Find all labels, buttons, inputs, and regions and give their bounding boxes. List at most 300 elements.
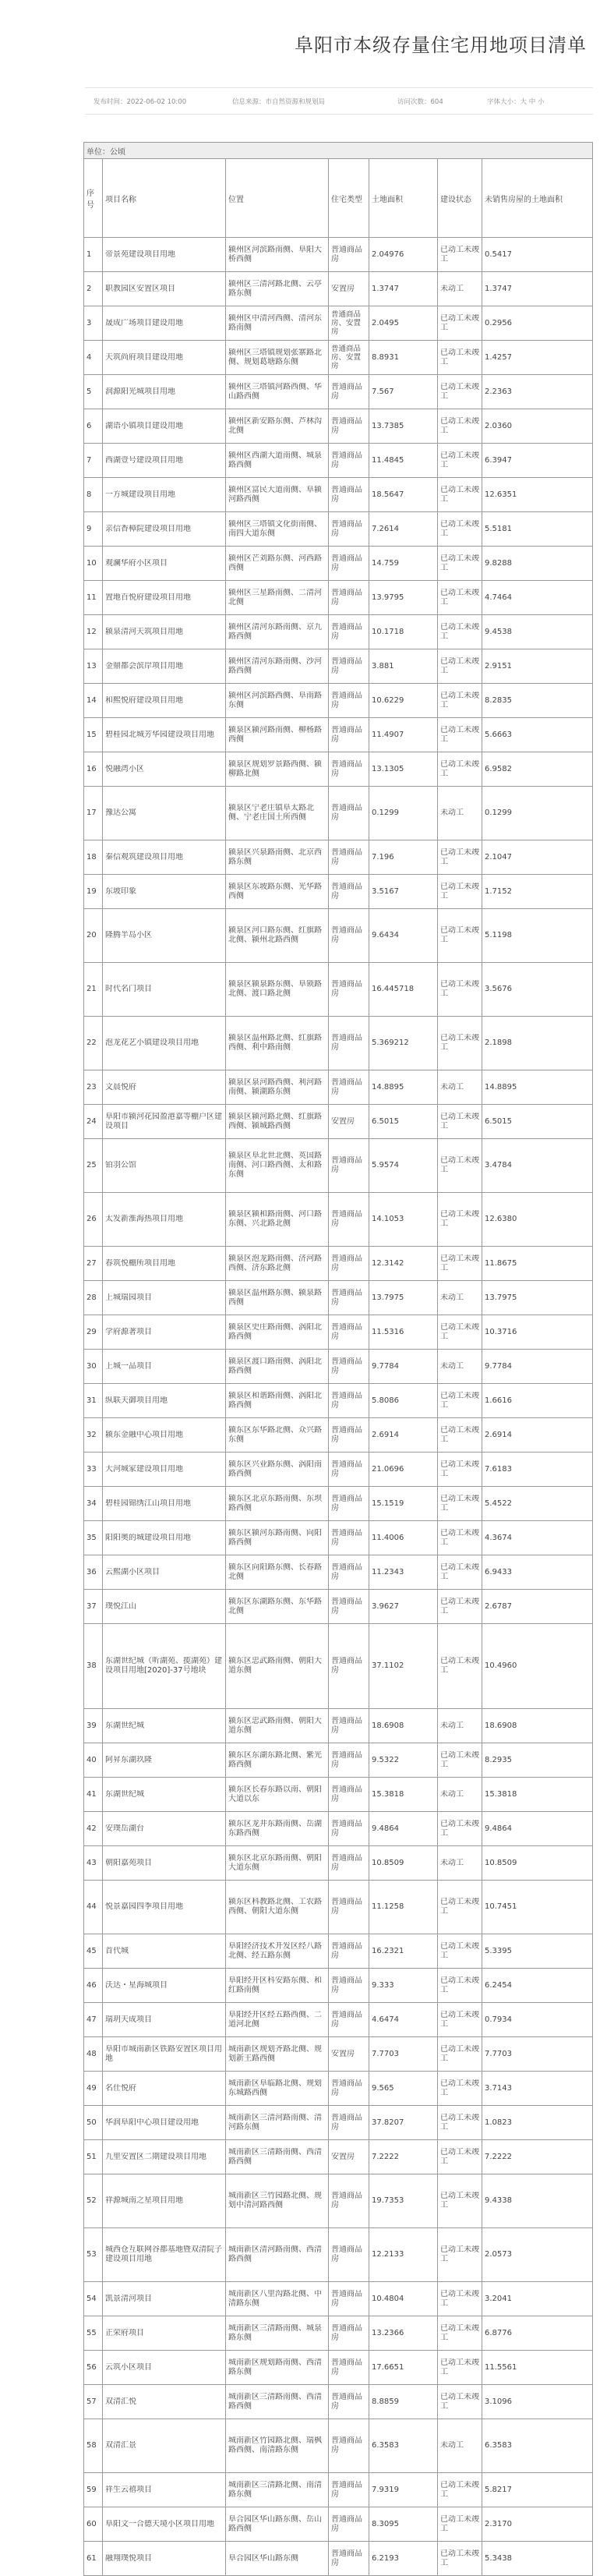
- table-row: [84, 1281, 593, 1315]
- cell-unsold-area-text: 3.1096: [485, 2397, 512, 2406]
- cell-location: [226, 1384, 329, 1418]
- cell-project-name-text: 双清汇景: [105, 2441, 136, 2450]
- cell-land-area: [369, 1418, 438, 1453]
- cell-housing-type-text: 普通商品房: [331, 2323, 362, 2342]
- cell-build-status-text: 已动工未竣工: [440, 759, 479, 778]
- cell-land-area: [369, 1315, 438, 1350]
- cell-unsold-area-text: 2.1047: [485, 852, 512, 862]
- cell-no-text: 23: [86, 1082, 97, 1092]
- cell-housing-type-text: 普通商品房: [331, 622, 362, 641]
- cell-unsold-area: [482, 1743, 593, 1778]
- cell-no: [84, 1139, 103, 1193]
- cell-unsold-area-text: 5.1198: [485, 931, 512, 939]
- cell-project-name: [103, 1881, 226, 1934]
- cell-housing-type: [329, 375, 369, 409]
- cell-no: [84, 306, 103, 341]
- cell-location: [226, 1315, 329, 1350]
- cell-project-name: [103, 684, 226, 718]
- cell-unsold-area: [482, 1934, 593, 1969]
- cell-build-status: [438, 1846, 482, 1881]
- cell-unsold-area: [482, 1590, 593, 1624]
- cell-unsold-area: [482, 963, 593, 1017]
- cell-housing-type: [329, 2316, 369, 2351]
- meta-top-divider: [85, 87, 593, 88]
- cell-build-status-text: 已动工未竣工: [440, 1034, 479, 1052]
- cell-build-status: [438, 1453, 482, 1487]
- cell-land-area: [369, 2037, 438, 2072]
- cell-location-text: 颍州区中清河西侧、清河东路南侧: [228, 313, 322, 332]
- cell-land-area: [369, 2106, 438, 2140]
- cell-housing-type: [329, 306, 369, 341]
- cell-project-name: [103, 2542, 226, 2576]
- cell-build-status: [438, 2282, 482, 2316]
- cell-unsold-area-text: 6.9433: [485, 1567, 512, 1576]
- table-row: [84, 2003, 593, 2037]
- cell-housing-type-text: 普通商品房: [331, 2113, 362, 2132]
- cell-location-text: 颍州区西湖大道南侧、城泉路西侧: [228, 451, 322, 469]
- cell-land-area-text: 4.6474: [372, 2015, 399, 2024]
- cell-land-area: [369, 2542, 438, 2576]
- cell-housing-type: [329, 1350, 369, 1384]
- cell-build-status: [438, 2106, 482, 2140]
- cell-no: [84, 2106, 103, 2140]
- cell-land-area-text: 9.4864: [372, 1824, 399, 1833]
- table-row: [84, 512, 593, 547]
- cell-land-area: [369, 2072, 438, 2106]
- cell-project-name-text: 纵联天御项目用地: [105, 1396, 168, 1405]
- cell-location-text: 颍泉区规划罗景路西侧、颍柳路北侧: [228, 759, 322, 778]
- cell-unsold-area: [482, 1418, 593, 1453]
- cell-no-text: 45: [86, 1946, 97, 1955]
- cell-no-text: 49: [86, 2083, 97, 2093]
- cell-project-name: [103, 547, 226, 581]
- cell-housing-type: [329, 1384, 369, 1418]
- cell-build-status-text: 已动工未竣工: [440, 485, 479, 504]
- cell-no: [84, 2351, 103, 2385]
- cell-housing-type-text: 普通商品房: [331, 1460, 362, 1478]
- cell-land-area-text: 18.6908: [372, 1721, 404, 1730]
- cell-project-name: [103, 1743, 226, 1778]
- table-row: [84, 478, 593, 512]
- cell-build-status-text: 已动工未竣工: [440, 1819, 479, 1838]
- cell-project-name-text: 云筑小区项目: [105, 2362, 152, 2372]
- cell-location: [226, 752, 329, 787]
- cell-housing-type: [329, 1521, 369, 1555]
- cell-build-status: [438, 512, 482, 547]
- cell-land-area-text: 6.3583: [372, 2441, 399, 2450]
- cell-location: [226, 2228, 329, 2282]
- cell-location-text: 颍东区北京东路南侧、朝阳大道东侧: [228, 1853, 322, 1872]
- cell-housing-type: [329, 1555, 369, 1590]
- cell-housing-type: [329, 1590, 369, 1624]
- cell-project-name-text: 融翔璞悦项目: [105, 2553, 152, 2563]
- cell-project-name-text: 正荣府项目: [105, 2328, 144, 2337]
- cell-project-name-text: 太发新淮海热项目用地: [105, 1215, 183, 1223]
- cell-land-area-text: 7.2222: [372, 2152, 399, 2161]
- font-size-medium-button[interactable]: 中: [528, 98, 536, 106]
- cell-project-name-text: 上城瑞园项目: [105, 1293, 152, 1302]
- cell-location-text: 颍州区清河东路南侧、京九路西侧: [228, 622, 322, 641]
- cell-housing-type: [329, 963, 369, 1017]
- cell-location: [226, 1778, 329, 1812]
- cell-housing-type: [329, 1709, 369, 1743]
- cell-project-name: [103, 2174, 226, 2228]
- cell-unsold-area: [482, 1881, 593, 1934]
- font-size-small-button[interactable]: 小: [537, 98, 545, 106]
- cell-location: [226, 1139, 329, 1193]
- cell-housing-type: [329, 1315, 369, 1350]
- cell-no-text: 41: [86, 1789, 97, 1799]
- cell-location: [226, 718, 329, 752]
- cell-land-area-text: 18.5647: [372, 490, 404, 499]
- cell-project-name-text: 文晨悦府: [105, 1082, 136, 1092]
- cell-location: [226, 615, 329, 649]
- table-row: [84, 238, 593, 272]
- cell-no: [84, 238, 103, 272]
- cell-housing-type-text: 普通商品房: [331, 1597, 362, 1615]
- cell-unsold-area-text: 8.2935: [485, 1755, 512, 1764]
- cell-land-area-text: 2.04976: [372, 249, 404, 259]
- cell-project-name-text: 和熙悦府建设项目用地: [105, 695, 183, 705]
- cell-land-area: [369, 512, 438, 547]
- cell-land-area: [369, 1521, 438, 1555]
- cell-no: [84, 1778, 103, 1812]
- cell-location: [226, 2473, 329, 2507]
- cell-housing-type-text: 普通商品房: [331, 725, 362, 744]
- cell-housing-type-text: 普通商品房: [331, 1254, 362, 1272]
- cell-build-status: [438, 1487, 482, 1521]
- table-row: [84, 1487, 593, 1521]
- cell-build-status: [438, 718, 482, 752]
- table-row: [84, 1709, 593, 1743]
- cell-project-name: [103, 875, 226, 909]
- cell-location-text: 颍泉区阜北世北侧、英国路南侧、河口路西侧、太和路东侧: [228, 1152, 322, 1179]
- cell-no-text: 3: [86, 318, 92, 327]
- cell-unsold-area: [482, 1778, 593, 1812]
- cell-location-text: 颍东区科教路北侧、工农路西侧、朝阳大道东侧: [228, 1898, 322, 1916]
- cell-housing-type-text: 普通商品房: [331, 416, 362, 435]
- cell-location: [226, 1881, 329, 1934]
- cell-no: [84, 512, 103, 547]
- cell-land-area-text: 7.9319: [372, 2485, 399, 2494]
- cell-housing-type: [329, 512, 369, 547]
- cell-housing-type-text: 普通商品房: [331, 847, 362, 866]
- cell-land-area: [369, 1017, 438, 1070]
- cell-build-status: [438, 1969, 482, 2003]
- cell-housing-type-text: 普通商品房: [331, 1210, 362, 1228]
- cell-housing-type: [329, 1969, 369, 2003]
- cell-location: [226, 1281, 329, 1315]
- cell-project-name: [103, 1139, 226, 1193]
- cell-land-area-text: 7.567: [372, 387, 394, 396]
- cell-unsold-area-text: 9.7784: [485, 1361, 512, 1371]
- cell-housing-type: [329, 1070, 369, 1105]
- cell-location: [226, 1247, 329, 1281]
- cell-project-name: [103, 963, 226, 1017]
- cell-build-status-text: 未动工: [440, 284, 464, 293]
- cell-no-text: 57: [86, 2397, 97, 2406]
- cell-housing-type-text: 普通商品房: [331, 1657, 362, 1675]
- cell-unsold-area-text: 18.6908: [485, 1721, 517, 1730]
- unit-label: 单位：公顷: [84, 143, 593, 159]
- cell-land-area-text: 8.3095: [372, 2519, 399, 2528]
- cell-project-name: [103, 2072, 226, 2106]
- cell-housing-type-text: 普通商品房: [331, 1034, 362, 1052]
- cell-housing-type-text: 普通商品房: [331, 2514, 362, 2533]
- cell-housing-type-text: 安置房: [331, 2049, 355, 2058]
- cell-housing-type-text: 普通商品房: [331, 2289, 362, 2308]
- cell-location-text: 颍东区忠武路南侧、朝阳大道东侧: [228, 1657, 322, 1675]
- cell-project-name: [103, 512, 226, 547]
- cell-no-text: 26: [86, 1215, 97, 1223]
- cell-location-text: 颍州区三塔镇规划张寨路北侧、规划葛塘路东侧: [228, 348, 322, 366]
- land-project-table-container: [83, 142, 592, 2576]
- cell-location-text: 颍泉区颍泉路东侧、阜锁路北侧、渡口路北侧: [228, 980, 322, 998]
- cell-build-status-text: 已动工未竣工: [440, 980, 479, 998]
- cell-build-status-text: 未动工: [440, 1293, 464, 1302]
- cell-location: [226, 1846, 329, 1881]
- cell-build-status-text: 已动工未竣工: [440, 2289, 479, 2308]
- cell-project-name: [103, 1105, 226, 1139]
- cell-project-name: [103, 649, 226, 684]
- cell-location: [226, 2385, 329, 2419]
- cell-no-text: 47: [86, 2015, 97, 2024]
- cell-land-area-text: 10.1718: [372, 627, 404, 636]
- cell-project-name-text: 润源阳光城项目用地: [105, 387, 175, 396]
- cell-location-text: 颍州区三星路南侧、二清河北侧: [228, 588, 322, 607]
- cell-land-area: [369, 409, 438, 444]
- table-row: [84, 1846, 593, 1881]
- cell-unsold-area: [482, 2473, 593, 2507]
- cell-land-area-text: 15.3818: [372, 1789, 404, 1799]
- cell-no: [84, 478, 103, 512]
- cell-build-status-text: 已动工未竣工: [440, 1898, 479, 1916]
- cell-land-area: [369, 1453, 438, 1487]
- cell-unsold-area: [482, 909, 593, 963]
- cell-location-text: 颍东区忠武路南侧、朝阳大道东侧: [228, 1716, 322, 1735]
- cell-build-status: [438, 1521, 482, 1555]
- cell-build-status: [438, 547, 482, 581]
- cell-housing-type-text: 普通商品房: [331, 2192, 362, 2210]
- cell-housing-type: [329, 752, 369, 787]
- cell-land-area-text: 37.1102: [372, 1661, 404, 1670]
- cell-location-text: 颍泉区史庄路南侧、涡阳北路西侧: [228, 1322, 322, 1341]
- cell-unsold-area: [482, 1453, 593, 1487]
- cell-build-status: [438, 2385, 482, 2419]
- cell-project-name-text: 九里安置区二期建设项目用地: [105, 2152, 206, 2161]
- cell-location: [226, 1193, 329, 1247]
- cell-no: [84, 963, 103, 1017]
- font-size-label: 字体大小：: [487, 98, 521, 106]
- cell-housing-type-text: 普通商品房: [331, 1750, 362, 1769]
- cell-location: [226, 2003, 329, 2037]
- table-row: [84, 1778, 593, 1812]
- cell-housing-type: [329, 787, 369, 840]
- cell-no-text: 33: [86, 1464, 97, 1474]
- cell-unsold-area-text: 8.2835: [485, 695, 512, 705]
- table-row: [84, 2316, 593, 2351]
- cell-build-status-text: 已动工未竣工: [440, 416, 479, 435]
- cell-project-name: [103, 1193, 226, 1247]
- cell-housing-type: [329, 2282, 369, 2316]
- cell-build-status: [438, 478, 482, 512]
- cell-no: [84, 909, 103, 963]
- cell-build-status-text: 已动工未竣工: [440, 451, 479, 469]
- cell-project-name-text: 春筑悦棚所项目用地: [105, 1258, 175, 1268]
- cell-project-name: [103, 1846, 226, 1881]
- cell-no: [84, 341, 103, 375]
- cell-land-area-text: 3.881: [372, 661, 394, 671]
- cell-no: [84, 649, 103, 684]
- cell-location-text: 颍东区长春东路以南、朝阳大道以东: [228, 1785, 322, 1803]
- cell-housing-type: [329, 2419, 369, 2473]
- cell-unsold-area: [482, 2542, 593, 2576]
- cell-housing-type: [329, 615, 369, 649]
- cell-location-text: 城南新区规划齐路北侧、规划新王路西侧: [228, 2044, 322, 2063]
- cell-land-area-text: 14.759: [372, 558, 399, 568]
- cell-location: [226, 2140, 329, 2174]
- cell-unsold-area: [482, 1247, 593, 1281]
- cell-no-text: 7: [86, 455, 92, 465]
- cell-land-area: [369, 1350, 438, 1384]
- cell-location: [226, 1070, 329, 1105]
- table-row: [84, 2385, 593, 2419]
- cell-no-text: 6: [86, 421, 92, 430]
- cell-land-area-text: 0.1299: [372, 809, 399, 817]
- cell-location-text: 阜阳经济技术开发区经八路北侧、经五路东侧: [228, 1941, 322, 1960]
- cell-build-status-text: 已动工未竣工: [440, 622, 479, 641]
- cell-project-name: [103, 1934, 226, 1969]
- cell-project-name: [103, 2106, 226, 2140]
- cell-housing-type: [329, 478, 369, 512]
- cell-housing-type-text: 普通商品房: [331, 554, 362, 572]
- cell-location-text: 城南新区阜临路北侧、规划东城路西侧: [228, 2079, 322, 2097]
- cell-no: [84, 375, 103, 409]
- cell-unsold-area: [482, 341, 593, 375]
- cell-housing-type: [329, 1743, 369, 1778]
- cell-land-area-text: 5.8086: [372, 1396, 399, 1405]
- cell-housing-type-text: 普通商品房: [331, 382, 362, 401]
- cell-build-status: [438, 1139, 482, 1193]
- cell-project-name: [103, 444, 226, 478]
- cell-housing-type-text: 普通商品房: [331, 882, 362, 901]
- cell-project-name: [103, 2351, 226, 2385]
- cell-no: [84, 1555, 103, 1590]
- cell-land-area-text: 13.7385: [372, 421, 404, 430]
- cell-location: [226, 1350, 329, 1384]
- cell-build-status-text: 已动工未竣工: [440, 348, 479, 366]
- cell-build-status-text: 已动工未竣工: [440, 588, 479, 607]
- cell-project-name-text: 上城一品项目: [105, 1361, 152, 1371]
- cell-project-name-text: 职教园区安置区项目: [105, 284, 175, 293]
- cell-land-area: [369, 1590, 438, 1624]
- cell-unsold-area-text: 1.4257: [485, 352, 512, 362]
- cell-no-text: 34: [86, 1499, 97, 1508]
- cell-project-name: [103, 1812, 226, 1846]
- cell-land-area-text: 7.196: [372, 852, 394, 862]
- cell-land-area: [369, 1070, 438, 1105]
- cell-project-name: [103, 1624, 226, 1709]
- cell-build-status-text: 已动工未竣工: [440, 882, 479, 901]
- cell-land-area: [369, 2351, 438, 2385]
- cell-location-text: 颍东区东湖路东侧、东华路北侧: [228, 1597, 322, 1615]
- cell-housing-type-text: 普通商品房: [331, 1853, 362, 1872]
- cell-unsold-area-text: 3.7143: [485, 2083, 512, 2093]
- info-source: 信息来源：市自然资源和规划局: [232, 98, 326, 106]
- font-size-large-button[interactable]: 大: [520, 98, 528, 106]
- cell-unsold-area-text: 6.3947: [485, 455, 512, 465]
- cell-build-status-text: 已动工未竣工: [440, 1156, 479, 1174]
- cell-project-name-text: 天筑尚府项目建设用地: [105, 352, 183, 362]
- cell-no-text: 16: [86, 764, 97, 773]
- cell-no: [84, 1846, 103, 1881]
- cell-housing-type: [329, 2037, 369, 2072]
- cell-housing-type: [329, 444, 369, 478]
- cell-land-area: [369, 547, 438, 581]
- cell-housing-type-text: 普通商品房: [331, 926, 362, 944]
- cell-build-status-text: 已动工未竣工: [440, 2245, 479, 2263]
- cell-project-name-text: 颍泉清河天筑项目用地: [105, 627, 183, 636]
- cell-unsold-area-text: 2.2363: [485, 387, 512, 396]
- table-row: [84, 581, 593, 615]
- cell-no-text: 56: [86, 2362, 97, 2372]
- cell-land-area-text: 15.1519: [372, 1499, 404, 1508]
- cell-land-area-text: 12.3142: [372, 1258, 404, 1268]
- cell-location: [226, 649, 329, 684]
- table-row: [84, 1017, 593, 1070]
- cell-no-text: 43: [86, 1858, 97, 1867]
- cell-unsold-area-text: 3.4784: [485, 1161, 512, 1169]
- cell-project-name: [103, 840, 226, 875]
- cell-build-status-text: 已动工未竣工: [440, 2323, 479, 2342]
- cell-housing-type-text: 普通商品房: [331, 245, 362, 264]
- cell-housing-type-text: 普通商品房: [331, 451, 362, 469]
- cell-no-text: 27: [86, 1258, 97, 1268]
- cell-housing-type-text: 普通商品房: [331, 1425, 362, 1444]
- cell-project-name: [103, 2385, 226, 2419]
- cell-build-status: [438, 1350, 482, 1384]
- cell-unsold-area: [482, 306, 593, 341]
- cell-build-status: [438, 1281, 482, 1315]
- cell-project-name-text: 朝阳嘉苑项目: [105, 1858, 152, 1867]
- table-row: [84, 615, 593, 649]
- cell-location-text: 颍州区三清河路北侧、云亭路东侧: [228, 279, 322, 298]
- cell-land-area: [369, 1139, 438, 1193]
- cell-location: [226, 909, 329, 963]
- table-row: [84, 1070, 593, 1105]
- table-body: [84, 143, 593, 2576]
- cell-land-area-text: 7.7703: [372, 2049, 399, 2058]
- cell-project-name-text: 阜阳文一合德天境小区项目用地: [105, 2519, 214, 2528]
- cell-project-name-text: 豫达公寓: [105, 809, 136, 817]
- cell-housing-type-text: 普通商品房: [331, 759, 362, 778]
- cell-build-status-text: 已动工未竣工: [440, 519, 479, 538]
- table-row: [84, 875, 593, 909]
- cell-build-status: [438, 840, 482, 875]
- cell-location: [226, 1969, 329, 2003]
- cell-unsold-area: [482, 2140, 593, 2174]
- cell-location: [226, 581, 329, 615]
- cell-no: [84, 1350, 103, 1384]
- cell-no: [84, 718, 103, 752]
- header-unsold-area: 未销售房屋的土地面积: [482, 159, 593, 238]
- cell-project-name: [103, 1247, 226, 1281]
- cell-unsold-area: [482, 1350, 593, 1384]
- cell-project-name-text: 泡龙花艺小镇建设项目用地: [105, 1039, 199, 1047]
- meta-bottom-divider: [85, 114, 593, 115]
- cell-housing-type-text: 普通商品房: [331, 2549, 362, 2567]
- table-row: [84, 2542, 593, 2576]
